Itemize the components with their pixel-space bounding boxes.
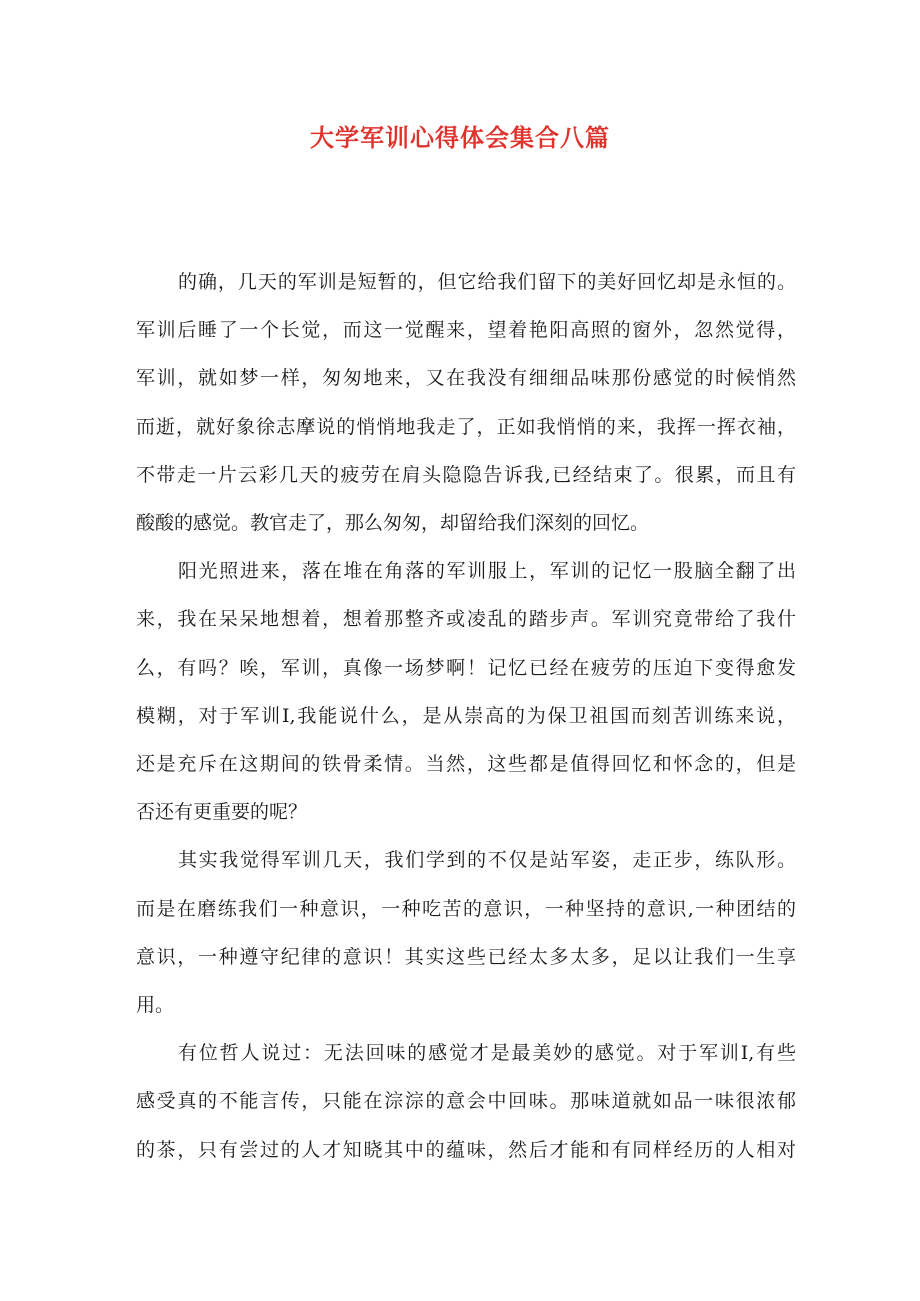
text-line: 模糊，对于军训I,我能说什么，是从崇高的为保卫祖国而刻苦训练来说， [136, 704, 796, 727]
text-line: 的茶，只有尝过的人才知晓其中的蕴味，然后才能和有同样经历的人相对 [136, 1138, 796, 1161]
text-line: 还是充斥在这期间的铁骨柔情。当然，这些都是值得回忆和怀念的，但是 [136, 753, 796, 776]
text-line: 否还有更重要的呢？ [136, 801, 308, 824]
text-line: 不带走一片云彩几天的疲劳在肩头隐隐告诉我,已经结束了。很累，而且有 [136, 463, 796, 486]
paragraph-4 [136, 1029, 796, 1174]
paragraph-3 [136, 836, 796, 1029]
text-line: 其实我觉得军训几天，我们学到的不仅是站军姿，走正步，练队形。 [178, 849, 796, 872]
text-line: 阳光照进来，落在堆在角落的军训服上，军训的记忆一股脑全翻了出 [178, 560, 796, 583]
text-line: 么，有吗？唉，军训，真像一场梦啊！记忆已经在疲劳的压迫下变得愈发 [136, 656, 796, 679]
text-line: 的确，几天的军训是短暂的，但它给我们留下的美好回忆却是永恒的。 [178, 271, 796, 293]
text-line: 军训后睡了一个长觉，而这一觉醒来，望着艳阳高照的窗外，忽然觉得， [136, 319, 796, 342]
text-line: 而逝，就好象徐志摩说的悄悄地我走了，正如我悄悄的来，我挥一挥衣袖， [136, 415, 796, 438]
document-title: 大学军训心得体会集合八篇 [310, 123, 610, 152]
text-line: 意识，一种遵守纪律的意识！其实这些已经太多太多，足以让我们一生享 [136, 945, 796, 968]
text-line: 有位哲人说过：无法回味的感觉才是最美妙的感觉。对于军训I,有些 [178, 1042, 796, 1065]
text-line: 来，我在呆呆地想着，想着那整齐或凌乱的踏步声。军训究竟带给了我什 [136, 608, 796, 631]
text-line: 军训，就如梦一样，匆匆地来，又在我没有细细品味那份感觉的时候悄然 [136, 367, 796, 390]
document-body [136, 258, 796, 1174]
paragraph-2 [136, 547, 796, 836]
text-line: 而是在磨练我们一种意识，一种吃苦的意识，一种坚持的意识,一种团结的 [136, 897, 796, 920]
text-line: 酸酸的感觉。教官走了，那么匆匆，却留给我们深刻的回忆。 [136, 512, 650, 535]
text-line: 用。 [136, 994, 175, 1017]
paragraph-1 [136, 258, 796, 547]
text-line: 感受真的不能言传，只能在淙淙的意会中回味。那味道就如品一味很浓郁 [136, 1090, 796, 1113]
